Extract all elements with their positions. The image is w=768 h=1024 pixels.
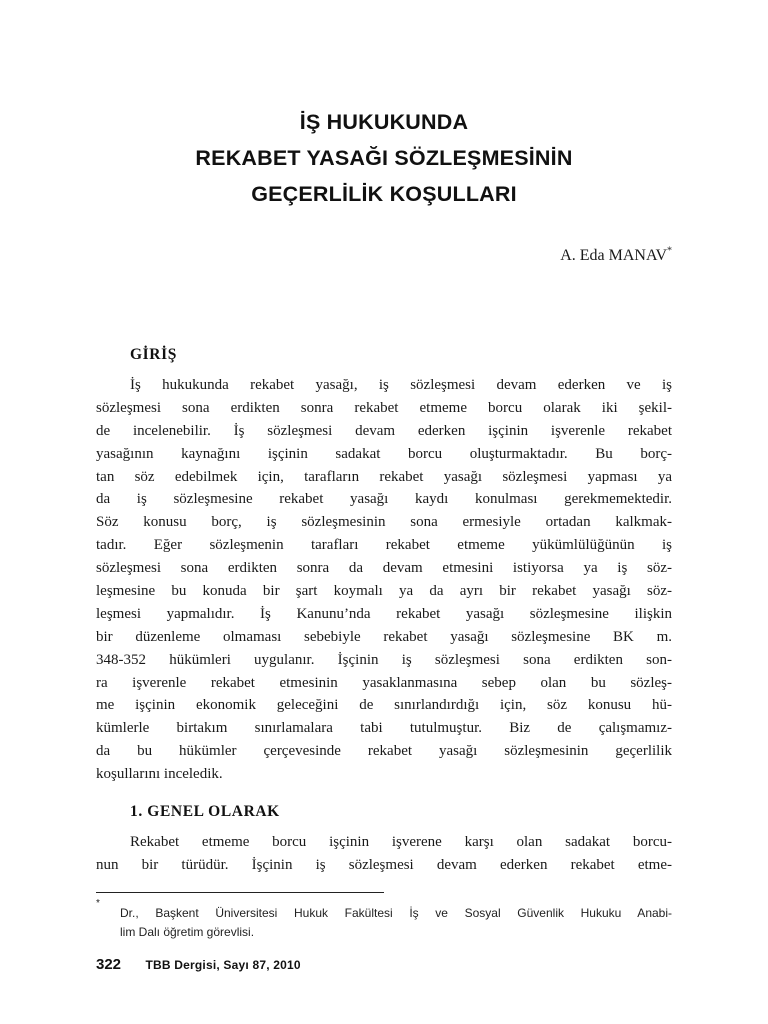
title-line: İŞ HUKUKUNDA [299, 110, 469, 134]
paragraph-line: yasağının kaynağını işçinin sadakat borcu oluşturmaktadır. Bu borç- [96, 445, 672, 462]
journal-citation: TBB Dergisi, Sayı 87, 2010 [145, 958, 301, 972]
paragraph-line: koşullarını inceledik. [96, 766, 223, 783]
author-name: A. Eda MANAV [560, 247, 667, 264]
paragraph-line: nun bir türüdür. İşçinin iş sözleşmesi devam ederken rekabet etme- [96, 856, 672, 873]
footnote-separator [96, 892, 384, 893]
author-footnote-mark: * [667, 245, 672, 257]
page-footer [96, 956, 301, 974]
paragraph-line: 348-352 hükümleri uygulanır. İşçinin iş sözleşmesi sona erdikten son- [96, 651, 672, 668]
paragraph-line: da bu hükümler çerçevesinde rekabet yasağı sözleşmesinin geçerlilik [96, 743, 672, 760]
paragraph-line: de incelenebilir. İş sözleşmesi devam ederken işçinin işverenle rekabet [96, 422, 672, 439]
title-line: GEÇERLİLİK KOŞULLARI [251, 182, 517, 206]
paragraph-line: kümlerle birtakım sınırlamalara tabi tutulmuştur. Biz de çalışmamız- [96, 720, 672, 737]
paragraph-line: ra işverenle rekabet etmesinin yasaklanmasına sebep olan bu sözleş- [96, 674, 672, 691]
article-title [96, 104, 672, 212]
paragraph-line: bir düzenleme olmaması sebebiyle rekabet yasağı sözleşmesine BK m. [96, 628, 672, 645]
paragraph-line: sözleşmesi sona erdikten sonra da devam etmesini istiyorsa ya iş söz- [96, 560, 672, 577]
paragraph-line: Rekabet etmeme borcu işçinin işverene karşı olan sadakat borcu- [130, 834, 672, 850]
paragraph-line: Söz konusu borç, iş sözleşmesinin sona ermesiyle ortadan kalkmak- [96, 514, 672, 531]
paragraph-line: da iş sözleşmesine rekabet yasağı kaydı konulması gerekmemektedir. [96, 491, 672, 508]
footnote-line: lim Dalı öğretim görevlisi. [120, 925, 255, 939]
paragraph-line: me işçinin ekonomik geleceğini de sınırlandırdığı için, söz konusu hü- [96, 697, 672, 714]
paragraph-line: İş hukukunda rekabet yasağı, iş sözleşmesi devam ederken ve iş [130, 377, 672, 393]
page-number: 322 [96, 956, 122, 973]
intro-paragraph [96, 374, 672, 786]
section-1-heading: 1. GENEL OLARAK [130, 803, 280, 820]
author-byline [560, 246, 672, 266]
intro-heading: GİRİŞ [130, 346, 177, 363]
paragraph-line: leşmesine bu konuda bir şart koymalı ya da ayrı bir rekabet yasağı söz- [96, 583, 672, 600]
paragraph-line: leşmesi yapmalıdır. İş Kanunu’nda rekabet yasağı sözleşmesine ilişkin [96, 605, 672, 622]
section-1-paragraph [96, 831, 672, 877]
footnote-mark: * [96, 898, 100, 909]
paragraph-line: tadır. Eğer sözleşmenin tarafları rekabet etmeme yükümlülüğünün iş [96, 537, 672, 554]
paragraph-line: sözleşmesi sona erdikten sonra rekabet etmeme borcu olarak iki şekil- [96, 399, 672, 416]
footnote-line: Dr., Başkent Üniversitesi Hukuk Fakültesi İş ve Sosyal Güvenlik Hukuku Anabi- [120, 906, 672, 920]
paragraph-line: tan söz edebilmek için, tarafların rekabet yasağı sözleşmesi yapması ya [96, 468, 672, 485]
footnote [120, 904, 672, 942]
title-line: REKABET YASAĞI SÖZLEŞMESİNİN [195, 146, 573, 170]
